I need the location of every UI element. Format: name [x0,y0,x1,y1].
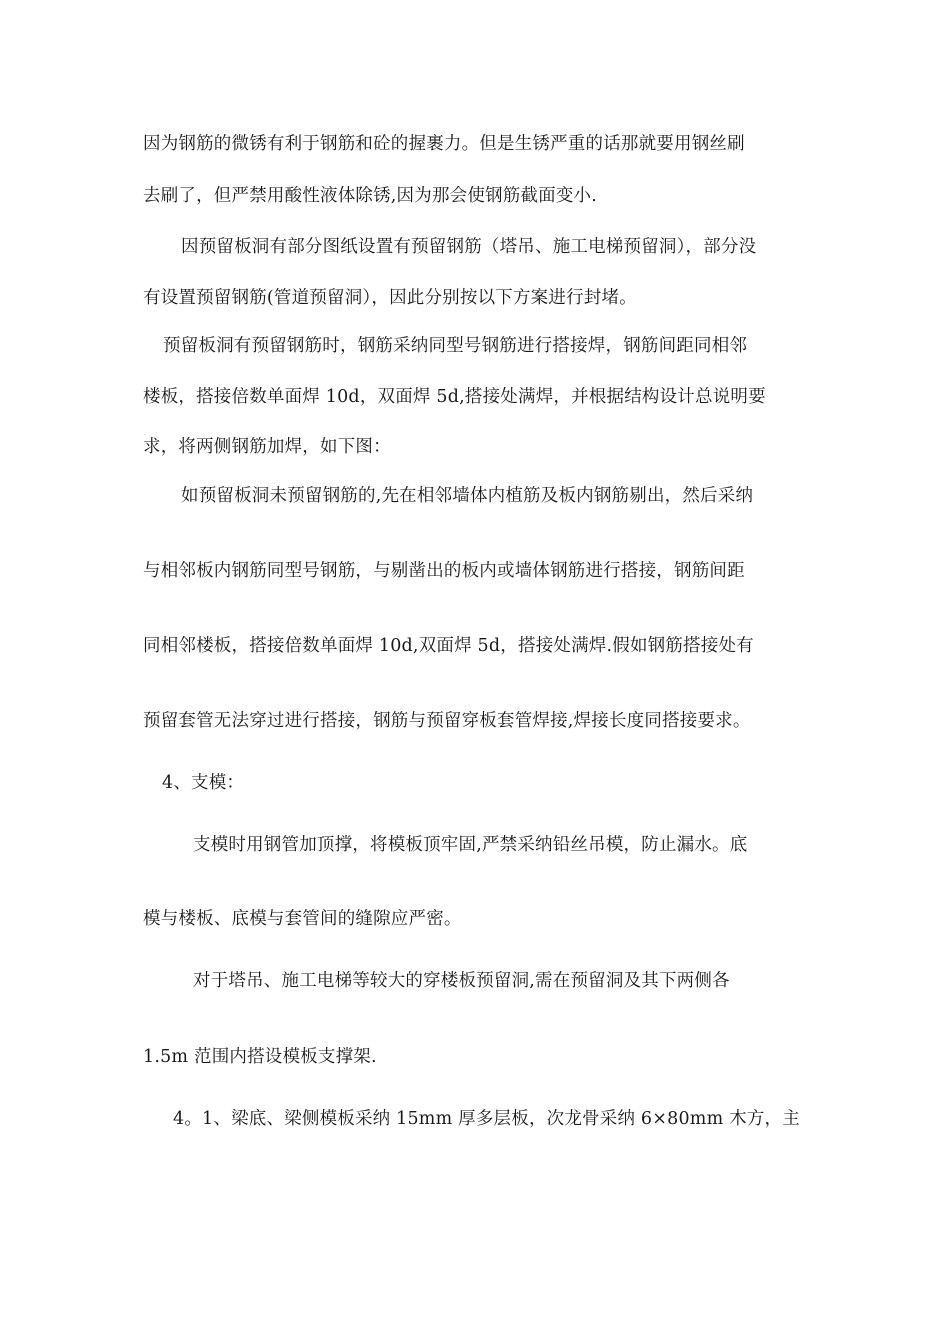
paragraph-line: 因预留板洞有部分图纸设置有预留钢筋（塔吊、施工电梯预留洞），部分没 [181,237,757,257]
paragraph-line: 求，将两侧钢筋加焊，如下图： [143,437,391,457]
paragraph-line: 因为钢筋的微锈有利于钢筋和砼的握裹力。但是生锈严重的话那就要用钢丝刷 [143,134,745,154]
paragraph-line: 有设置预留钢筋(管道预留洞），因此分别按以下方案进行封堵。 [143,288,637,308]
paragraph-line: 与相邻板内钢筋同型号钢筋，与剔凿出的板内或墙体钢筋进行搭接，钢筋间距 [143,561,745,581]
section-heading: 4、支模： [162,773,245,793]
paragraph-line: 4。1、梁底、梁侧模板采纳 15mm 厚多层板，次龙骨采纳 6×80mm 木方，主 [173,1109,800,1129]
paragraph-line: 预留套管无法穿过进行搭接，钢筋与预留穿板套管焊接,焊接长度同搭接要求。 [143,711,751,731]
paragraph-line: 模与楼板、底模与套管间的缝隙应严密。 [143,909,462,929]
paragraph-line: 1.5m 范围内搭设模板支撑架. [143,1047,377,1067]
paragraph-line: 支模时用钢管加顶撑，将模板顶牢固,严禁采纳铅丝吊模，防止漏水。底 [193,835,748,855]
paragraph-line: 如预留板洞未预留钢筋的,先在相邻墙体内植筋及板内钢筋剔出，然后采纳 [181,486,754,506]
paragraph-line: 楼板，搭接倍数单面焊 10d，双面焊 5d,搭接处满焊，并根据结构设计总说明要 [143,387,766,407]
paragraph-line: 同相邻楼板，搭接倍数单面焊 10d,双面焊 5d，搭接处满焊.假如钢筋搭接处有 [143,636,754,656]
paragraph-line: 对于塔吊、施工电梯等较大的穿楼板预留洞,需在预留洞及其下两侧各 [193,971,730,991]
paragraph-line: 去刷了，但严禁用酸性液体除锈,因为那会使钢筋截面变小. [143,186,598,206]
paragraph-line: 预留板洞有预留钢筋时，钢筋采纳同型号钢筋进行搭接焊，钢筋间距同相邻 [163,336,748,356]
